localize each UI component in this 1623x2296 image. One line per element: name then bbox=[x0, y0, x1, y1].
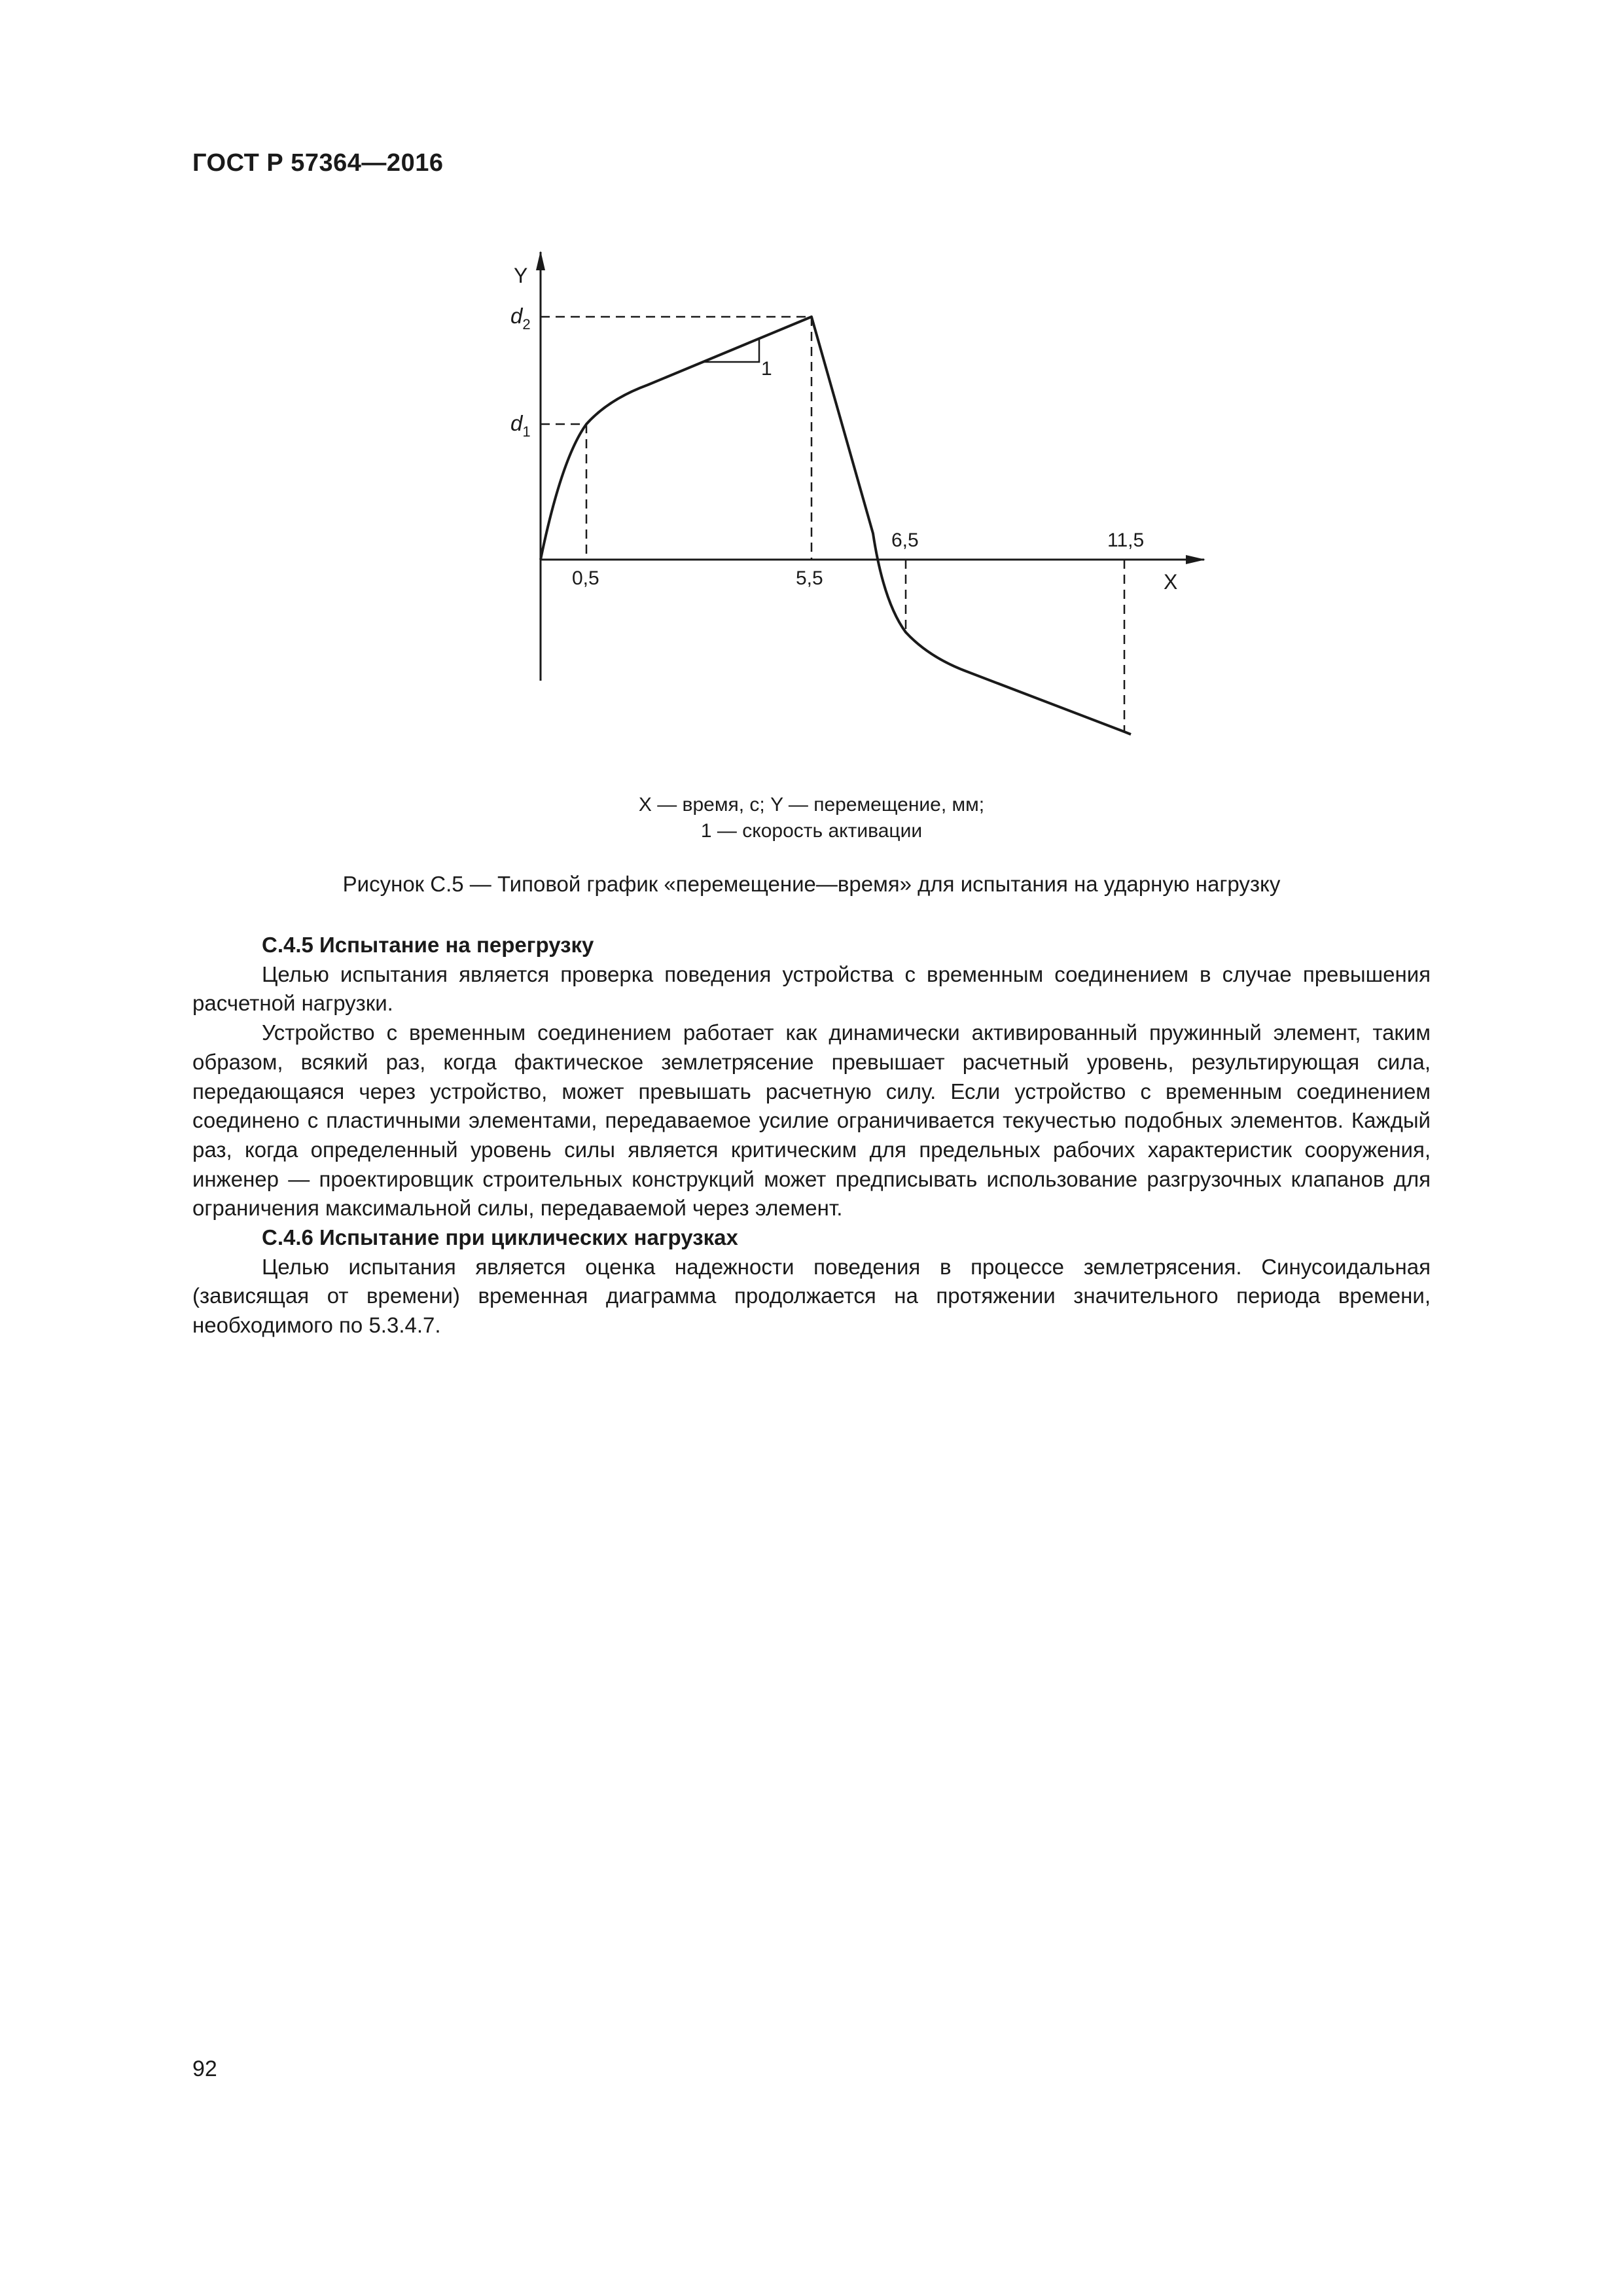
activation-rate-label: 1 bbox=[761, 358, 772, 380]
section-c45-paragraph-2: Устройство с временным соединением работает как динамически активированный пружинный элемент, таким образом, всякий раз, когда фактическое землетрясение превышает расчетный уровень, результирующая сила, передающаяся через устройство, может превышать расчетную силу. Если устройство с временным соединением соединено с пластичными элементами, передаваемое усилие ограничивается текучестью подобных элементов. Каждый раз, когда определенный уровень силы является критическим для предельных рабочих характеристик сооружения, инженер — проектировщик строительных конструкций может предписывать использование разгрузочных клапанов для ограничения максимальной силы, передаваемой через элемент. bbox=[192, 1020, 1431, 1221]
section-c45-paragraph-1: Целью испытания является проверка поведения устройства с временным соединением в случае превышения расчетной нагрузки. bbox=[192, 961, 1431, 1016]
x-tick-6.5: 6,5 bbox=[891, 529, 919, 551]
y-tick-d1: $d_1$ bbox=[510, 411, 531, 440]
x-tick-0.5: 0,5 bbox=[572, 567, 599, 589]
figure-legend-line-2: 1 — скорость активации bbox=[700, 820, 923, 842]
section-c46-paragraph-1: Целью испытания является оценка надежности поведения в процессе землетрясения. Синусоидальная (зависящая от времени) временная диаграмма продолжается на протяжении значительного периода времени, необходимого по 5.3.4.7. bbox=[192, 1254, 1431, 1338]
page-number: 92 bbox=[192, 2056, 217, 2081]
y-axis-label: Y bbox=[514, 264, 528, 287]
displacement-time-chart bbox=[0, 0, 1623, 877]
section-c46-title: С.4.6 Испытание при циклических нагрузках bbox=[262, 1225, 738, 1250]
x-axis-label: X bbox=[1164, 570, 1178, 594]
figure-caption: Рисунок С.5 — Типовой график «перемещение—время» для испытания на ударную нагрузку bbox=[342, 872, 1281, 896]
displacement-curve bbox=[541, 317, 1131, 734]
document-header: ГОСТ Р 57364—2016 bbox=[192, 149, 444, 177]
main-content bbox=[192, 931, 1431, 1340]
y-tick-d2: $d_2$ bbox=[510, 304, 531, 332]
figure-legend-line-1: X — время, с; Y — перемещение, мм; bbox=[638, 794, 985, 816]
x-tick-11.5: 11,5 bbox=[1107, 529, 1145, 551]
x-tick-5.5: 5,5 bbox=[796, 567, 823, 589]
section-c45-title: С.4.5 Испытание на перегрузку bbox=[262, 933, 594, 957]
